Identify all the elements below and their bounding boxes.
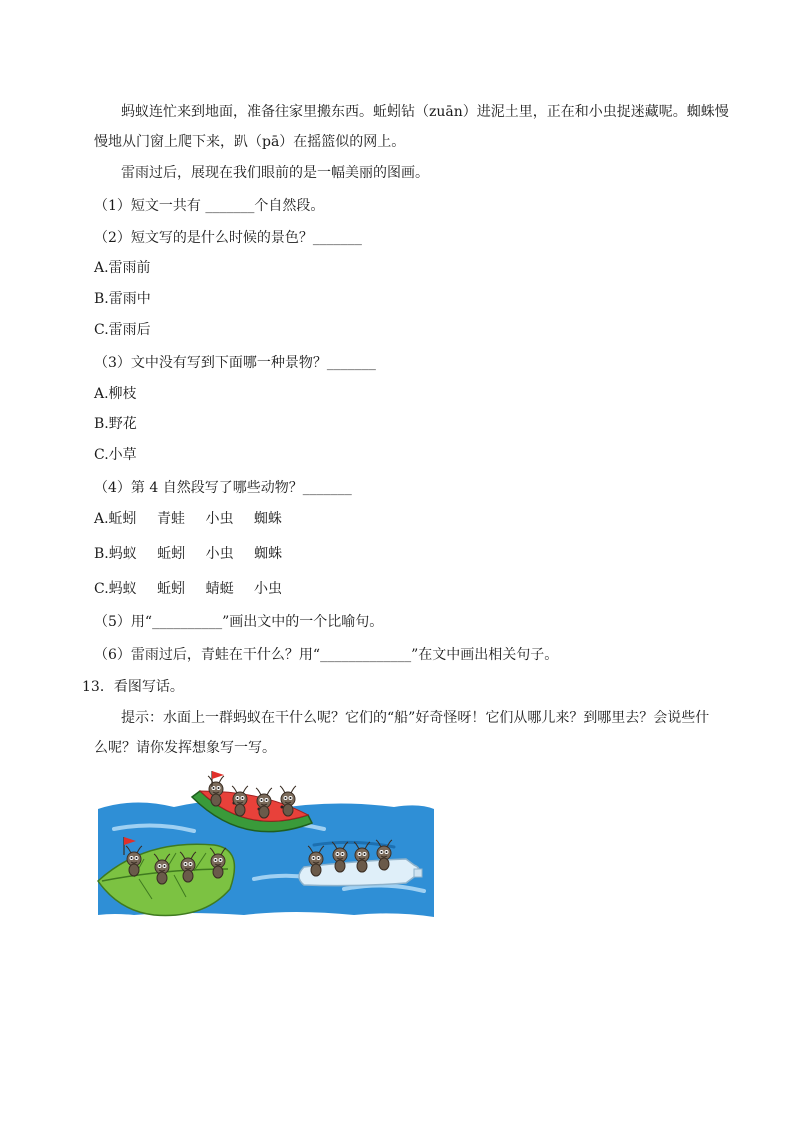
passage-line-2: 慢地从门窗上爬下来，趴（pā）在摇篮似的网上。 (94, 134, 406, 150)
q4a-item: 小虫 (205, 511, 234, 527)
question-3: （3）文中没有写到下面哪一种景物？_______ (94, 355, 376, 371)
q4c-item: C.蚂蚁 (94, 581, 137, 597)
q4a-item: 蜘蛛 (253, 511, 282, 527)
q3-option-b: B.野花 (94, 416, 137, 432)
question-13-hint-line-2: 么呢？请你发挥想象写一写。 (94, 740, 276, 756)
question-4: （4）第 4 自然段写了哪些动物？_______ (94, 480, 352, 496)
q4a-item: 青蛙 (157, 511, 186, 527)
q4-option-b (94, 544, 282, 564)
q2-option-b: B.雷雨中 (94, 291, 151, 307)
question-2: （2）短文写的是什么时候的景色？_______ (94, 230, 362, 246)
question-5: （5）用“__________”画出文中的一个比喻句。 (94, 614, 384, 630)
question-1: （1）短文一共有 _______个自然段。 (94, 198, 325, 214)
q4b-item: 小虫 (205, 546, 234, 562)
q4a-item: A.蚯蚓 (94, 511, 137, 527)
q3-option-a: A.柳枝 (94, 386, 137, 402)
q4-option-a (94, 509, 282, 529)
q4c-item: 小虫 (254, 581, 283, 597)
q2-option-c: C.雷雨后 (94, 322, 151, 338)
question-6: （6）雷雨过后，青蛙在干什么？用“_____________”在文中画出相关句子。 (94, 647, 559, 663)
q4b-item: 蚯蚓 (157, 546, 186, 562)
passage-line-3: 雷雨过后，展现在我们眼前的是一幅美丽的图画。 (121, 165, 429, 181)
q4b-item: 蜘蛛 (254, 546, 283, 562)
q4-option-c (94, 579, 282, 599)
q4c-item: 蚯蚓 (157, 581, 186, 597)
question-13-title: 13．看图写话。 (82, 679, 184, 695)
q3-option-c: C.小草 (94, 447, 137, 463)
q4c-item: 蜻蜓 (205, 581, 234, 597)
passage-line-1: 蚂蚁连忙来到地面，准备往家里搬东西。蚯蚓钻（zuān）进泥土里，正在和小虫捉迷藏呢。蜘蛛慢 (121, 104, 729, 120)
ants-boats-illustration (94, 769, 436, 919)
question-13-hint-line-1: 提示：水面上一群蚂蚁在干什么呢？它们的“船”好奇怪呀！它们从哪儿来？到哪里去？会说些什 (121, 710, 710, 726)
q4b-item: B.蚂蚁 (94, 546, 137, 562)
q2-option-a: A.雷雨前 (94, 260, 151, 276)
